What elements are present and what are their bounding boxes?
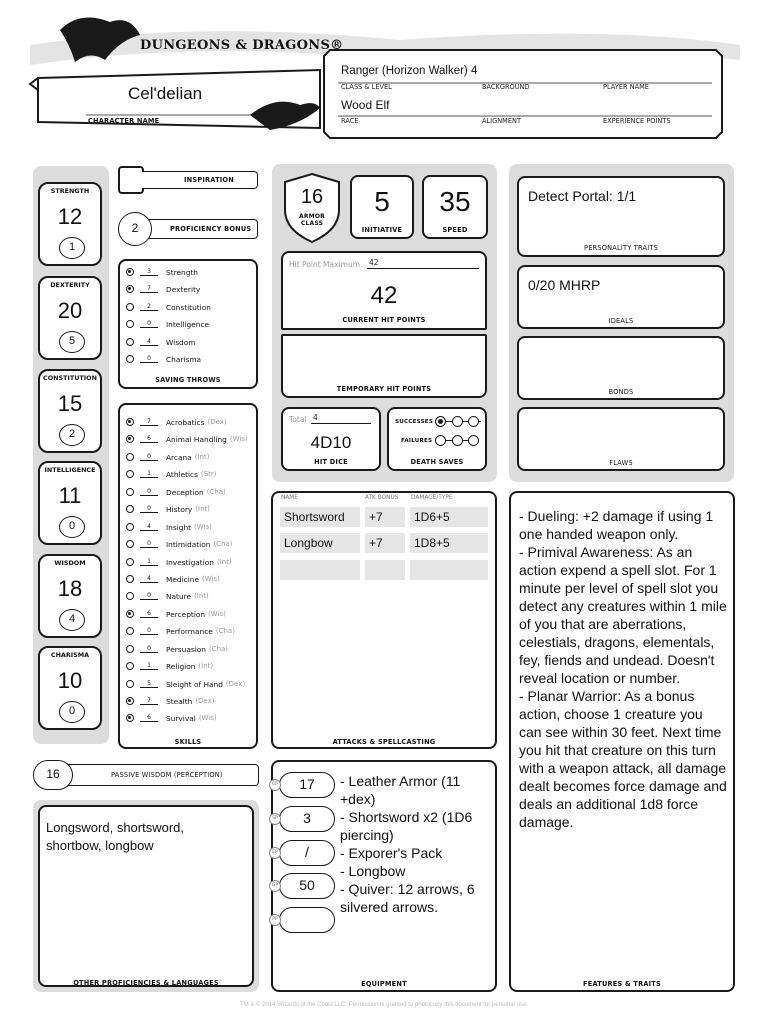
speed-value[interactable]: 35 bbox=[439, 186, 471, 217]
skill-row[interactable] bbox=[126, 710, 217, 726]
coin-sp-value[interactable]: 3 bbox=[279, 806, 335, 832]
skill-name: Performance bbox=[166, 626, 213, 636]
skill-ability: (Dex) bbox=[207, 418, 227, 426]
header-banner bbox=[0, 0, 768, 150]
hp-max-value[interactable]: 42 bbox=[369, 258, 379, 267]
attack-name[interactable]: Shortsword bbox=[280, 507, 360, 527]
skill-bonus[interactable]: 7 bbox=[140, 418, 158, 426]
coin-gp-label: GP bbox=[269, 880, 281, 892]
feature-item: - Planar Warrior: As a bonus action, choose 1 creature you can see within 30 feet. Next time you hit that creature on this turn with a weapon attack, all damage dealt becomes force damage and deals an additional 1d8 force damage. bbox=[519, 688, 727, 830]
saving-throw-name: Wisdom bbox=[166, 337, 196, 347]
failures-label: FAILURES bbox=[401, 438, 433, 444]
saving-throw-bonus[interactable]: 2 bbox=[140, 303, 158, 311]
death-saves-label: DEATH SAVES bbox=[410, 458, 464, 466]
skill-name: Medicine bbox=[166, 574, 200, 584]
skill-bonus[interactable]: 1 bbox=[140, 662, 158, 670]
ability-dexterity bbox=[38, 276, 102, 360]
hit-dice-box bbox=[281, 407, 381, 471]
skill-name: Perception bbox=[166, 609, 206, 619]
hit-dice-value[interactable]: 4D10 bbox=[310, 433, 352, 452]
features-list[interactable] bbox=[519, 507, 729, 831]
skill-bonus[interactable]: 1 bbox=[140, 558, 158, 566]
ability-modifier[interactable]: 5 bbox=[59, 331, 85, 353]
ability-score[interactable]: 20 bbox=[57, 298, 83, 323]
attack-bonus[interactable]: +7 bbox=[365, 533, 405, 553]
skill-name: Sleight of Hand bbox=[166, 679, 223, 689]
death-saves-box bbox=[387, 407, 487, 471]
attack-name[interactable]: Longbow bbox=[280, 533, 360, 553]
ideals-box bbox=[517, 265, 725, 329]
skill-ability: (Wis) bbox=[194, 523, 212, 531]
saving-throw-row[interactable] bbox=[126, 334, 195, 350]
skill-bonus[interactable]: 0 bbox=[140, 645, 158, 653]
saving-throw-row[interactable] bbox=[126, 351, 201, 367]
skill-bonus[interactable]: 0 bbox=[140, 627, 158, 635]
proficiency-dot[interactable] bbox=[126, 435, 134, 443]
skill-ability: (Dex) bbox=[225, 680, 246, 688]
ability-name: CHARISMA bbox=[50, 651, 90, 659]
skill-bonus[interactable]: 0 bbox=[140, 488, 158, 496]
skill-name: Investigation bbox=[166, 557, 214, 567]
character-name[interactable]: Cel'delian bbox=[128, 84, 203, 103]
proficiency-dot[interactable] bbox=[126, 338, 134, 346]
attack-bonus[interactable]: +7 bbox=[365, 507, 405, 527]
ability-name: DEXTERITY bbox=[50, 281, 90, 289]
bonds-label: BONDS bbox=[608, 388, 634, 396]
player-name-label: PLAYER NAME bbox=[603, 83, 649, 91]
saving-throw-name: Strength bbox=[166, 267, 198, 277]
equipment-item: - Longbow bbox=[340, 863, 406, 879]
attack-damage[interactable]: 1D8+5 bbox=[410, 533, 488, 553]
hit-dice-total-value[interactable]: 4 bbox=[313, 413, 318, 422]
proficiency-dot[interactable] bbox=[126, 320, 134, 328]
skill-bonus[interactable]: 6 bbox=[140, 435, 158, 443]
saving-throw-name: Charisma bbox=[166, 354, 202, 364]
ability-modifier[interactable]: 4 bbox=[59, 609, 85, 631]
saving-throw-name: Constitution bbox=[166, 302, 211, 312]
ability-score[interactable]: 12 bbox=[57, 204, 83, 229]
current-hp-label: CURRENT HIT POINTS bbox=[342, 316, 426, 324]
saving-throw-name: Dexterity bbox=[166, 284, 201, 294]
skill-ability: (Cha) bbox=[206, 488, 226, 496]
attacks-header-name: NAME bbox=[281, 495, 298, 501]
ability-score[interactable]: 18 bbox=[57, 576, 83, 601]
equipment-item: - Shortsword x2 (1D6 piercing) bbox=[340, 809, 473, 843]
success-checkbox[interactable] bbox=[452, 416, 463, 427]
personality-label: PERSONALITY TRAITS bbox=[584, 244, 658, 252]
class-level-value[interactable]: Ranger (Horizon Walker) 4 bbox=[341, 65, 478, 77]
proficiency-dot[interactable] bbox=[126, 610, 134, 618]
flaws-label: FLAWS bbox=[609, 459, 633, 467]
skill-name: Intimidation bbox=[166, 539, 211, 549]
inspiration-field bbox=[118, 166, 258, 194]
skill-name: Insight bbox=[166, 522, 192, 532]
attack-damage[interactable]: 1D6+5 bbox=[410, 507, 488, 527]
inspiration-checkbox[interactable] bbox=[118, 166, 144, 194]
skill-row[interactable] bbox=[126, 501, 210, 517]
hit-dice-label: HIT DICE bbox=[314, 458, 348, 466]
skill-name: Survival bbox=[166, 713, 196, 723]
ability-score[interactable]: 15 bbox=[57, 391, 83, 416]
proficiencies-text[interactable]: Longsword, shortsword, shortbow, longbow bbox=[46, 820, 185, 853]
bonds-box bbox=[517, 336, 725, 400]
feature-item: - Primival Awareness: As an action expend a spell slot. For 1 minute per level of spell slot you detect any creatures within 1 mile of you that are aberrations, celestials, dragons, elementals, fey, fiends and undead. Doesn't reveal location or number. bbox=[519, 544, 727, 686]
proficiencies-label: OTHER PROFICIENCIES & LANGUAGES bbox=[73, 979, 219, 987]
proficiency-dot[interactable] bbox=[126, 285, 134, 293]
failure-checkbox[interactable] bbox=[435, 435, 446, 446]
attacks-header-damage: DAMAGE/TYPE bbox=[411, 495, 453, 501]
race-value[interactable]: Wood Elf bbox=[341, 98, 390, 112]
speed-box bbox=[422, 175, 488, 239]
ideals-text[interactable]: 0/20 MHRP bbox=[528, 277, 601, 293]
current-hp-box bbox=[281, 251, 487, 330]
skill-ability: (Int) bbox=[216, 558, 232, 566]
temp-hp-label: TEMPORARY HIT POINTS bbox=[336, 385, 432, 393]
skill-row[interactable] bbox=[126, 484, 226, 500]
proficiency-field bbox=[118, 212, 258, 246]
skill-name: Stealth bbox=[166, 696, 193, 706]
skill-ability: (Wis) bbox=[229, 435, 248, 443]
proficiency-dot[interactable] bbox=[126, 303, 134, 311]
coin-cp-value[interactable]: 17 bbox=[279, 772, 335, 798]
hit-dice-total-line bbox=[311, 423, 371, 424]
armor-class-label: ARMOR CLASS bbox=[299, 213, 325, 227]
saving-throws-title: SAVING THROWS bbox=[155, 376, 221, 384]
proficiency-dot[interactable] bbox=[126, 558, 134, 566]
skill-row[interactable] bbox=[126, 658, 213, 674]
feature-item: - Dueling: +2 damage if using 1 one handed weapon only. bbox=[519, 508, 714, 542]
failure-checkboxes bbox=[435, 435, 481, 447]
attacks-header bbox=[281, 495, 491, 505]
skill-ability: (Wis) bbox=[202, 575, 220, 583]
failure-checkbox[interactable] bbox=[468, 435, 479, 446]
skill-name: Acrobatics bbox=[166, 417, 205, 427]
skill-row[interactable] bbox=[126, 519, 212, 535]
coin-ep-value[interactable]: / bbox=[279, 840, 335, 866]
ability-name: CONSTITUTION bbox=[43, 374, 97, 382]
skill-bonus[interactable]: 0 bbox=[140, 505, 158, 513]
skill-ability: (Cha) bbox=[215, 627, 235, 635]
equipment-list[interactable] bbox=[340, 772, 492, 916]
initiative-value[interactable]: 5 bbox=[374, 186, 390, 217]
character-name-label: CHARACTER NAME bbox=[88, 117, 160, 125]
ability-strength bbox=[38, 182, 102, 266]
coin-gp-value[interactable]: 50 bbox=[279, 873, 335, 899]
coin-pp-value[interactable] bbox=[279, 907, 335, 933]
attacks-title: ATTACKS & SPELLCASTING bbox=[332, 738, 436, 746]
skill-bonus[interactable]: 0 bbox=[140, 540, 158, 548]
equipment-item: - Quiver: 12 arrows, 6 silvered arrows. bbox=[340, 881, 475, 915]
skill-row[interactable] bbox=[126, 536, 233, 552]
race-label: RACE bbox=[341, 117, 359, 125]
saving-throw-row[interactable] bbox=[126, 264, 198, 280]
hp-max-line bbox=[367, 268, 479, 269]
ideals-label: IDEALS bbox=[608, 317, 634, 325]
proficiency-dot[interactable] bbox=[126, 268, 134, 276]
skill-bonus[interactable]: 0 bbox=[140, 453, 158, 461]
attacks-panel bbox=[271, 491, 497, 749]
ability-wisdom bbox=[38, 554, 102, 638]
proficiency-dot[interactable] bbox=[126, 470, 134, 478]
skill-name: Persuasion bbox=[166, 644, 206, 654]
proficiency-dot[interactable] bbox=[126, 418, 134, 426]
proficiency-dot[interactable] bbox=[126, 680, 134, 688]
skill-name: History bbox=[166, 504, 193, 514]
skill-row[interactable] bbox=[126, 641, 228, 657]
ability-intelligence bbox=[38, 461, 102, 545]
skill-bonus[interactable]: 6 bbox=[140, 610, 158, 618]
coin-ep-label: EP bbox=[269, 847, 281, 859]
ability-constitution bbox=[38, 369, 102, 453]
current-hp-value[interactable]: 42 bbox=[370, 282, 398, 309]
logo: DUNGEONS & DRAGONS® bbox=[140, 38, 344, 53]
proficiency-dot[interactable] bbox=[126, 575, 134, 583]
skill-ability: (Wis) bbox=[198, 714, 217, 722]
attack-damage[interactable] bbox=[410, 560, 488, 580]
saving-throw-bonus[interactable]: 3 bbox=[140, 268, 158, 276]
equipment-item: - Exporer's Pack bbox=[340, 845, 443, 861]
skill-ability: (Int) bbox=[194, 592, 209, 600]
proficiency-dot[interactable] bbox=[126, 488, 134, 496]
ability-score[interactable]: 11 bbox=[58, 483, 82, 508]
skill-bonus[interactable]: 4 bbox=[140, 575, 158, 583]
success-checkbox[interactable] bbox=[468, 416, 479, 427]
attack-name[interactable] bbox=[280, 560, 360, 580]
ability-score[interactable]: 10 bbox=[57, 668, 83, 693]
skill-name: Arcana bbox=[166, 452, 192, 462]
skill-ability: (Cha) bbox=[208, 645, 229, 653]
initiative-label: INITIATIVE bbox=[361, 226, 403, 234]
proficiency-dot[interactable] bbox=[126, 505, 134, 513]
initiative-box bbox=[350, 175, 414, 239]
temp-hp-box bbox=[281, 334, 487, 398]
saving-throw-bonus[interactable]: 0 bbox=[140, 320, 158, 328]
skill-row[interactable] bbox=[126, 466, 217, 482]
skill-row[interactable] bbox=[126, 554, 232, 570]
saving-throw-bonus[interactable]: 4 bbox=[140, 338, 158, 346]
passive-wisdom-label: PASSIVE WISDOM (PERCEPTION) bbox=[111, 771, 223, 779]
armor-class-value[interactable]: 16 bbox=[300, 186, 324, 208]
skill-bonus[interactable]: 1 bbox=[140, 470, 158, 478]
coin-cp-label: CP bbox=[269, 779, 281, 791]
skill-ability: (Int) bbox=[194, 453, 210, 461]
personality-text[interactable]: Detect Portal: 1/1 bbox=[528, 188, 637, 204]
ability-name: WISDOM bbox=[54, 559, 86, 567]
skill-row[interactable] bbox=[126, 449, 209, 465]
proficiency-dot[interactable] bbox=[126, 453, 134, 461]
skill-row[interactable] bbox=[126, 676, 245, 692]
proficiency-label: PROFICIENCY BONUS bbox=[170, 225, 252, 233]
footer-copyright: TM & © 2014 Wizards of the Coast LLC. Permission is granted to photocopy this document for personal use. bbox=[240, 1002, 528, 1008]
skill-row[interactable] bbox=[126, 606, 226, 622]
skill-name: Athletics bbox=[166, 469, 198, 479]
class-level-label: CLASS & LEVEL bbox=[341, 83, 392, 91]
hp-max-label: Hit Point Maximum bbox=[289, 260, 361, 269]
proficiency-dot[interactable] bbox=[126, 540, 134, 548]
background-label: BACKGROUND bbox=[482, 83, 530, 91]
saving-throw-bonus[interactable]: 0 bbox=[140, 355, 158, 363]
passive-wisdom-field bbox=[33, 760, 259, 790]
skill-bonus[interactable]: 0 bbox=[140, 592, 158, 600]
proficiency-dot[interactable] bbox=[126, 645, 134, 653]
ability-modifier[interactable]: 0 bbox=[59, 516, 85, 538]
skill-ability: (Str) bbox=[200, 470, 217, 478]
proficiency-dot[interactable] bbox=[126, 355, 134, 363]
skill-ability: (Int) bbox=[198, 662, 214, 670]
features-title: FEATURES & TRAITS bbox=[583, 980, 661, 988]
skill-ability: (Int) bbox=[195, 505, 211, 513]
passive-wisdom-value[interactable]: 16 bbox=[33, 760, 73, 790]
equipment-item: - Leather Armor (11 +dex) bbox=[340, 773, 461, 807]
proficiency-dot[interactable] bbox=[126, 662, 134, 670]
flaws-box bbox=[517, 407, 725, 471]
hit-dice-total-label: Total bbox=[289, 415, 307, 424]
ability-modifier[interactable]: 1 bbox=[59, 237, 85, 259]
skill-row[interactable] bbox=[126, 623, 235, 639]
failure-checkbox[interactable] bbox=[452, 435, 463, 446]
inspiration-label: INSPIRATION bbox=[184, 176, 234, 184]
proficiency-dot[interactable] bbox=[126, 697, 134, 705]
speed-label: SPEED bbox=[442, 226, 468, 234]
skill-bonus[interactable]: 5 bbox=[140, 680, 158, 688]
proficiency-dot[interactable] bbox=[126, 627, 134, 635]
equipment-title: EQUIPMENT bbox=[361, 980, 407, 988]
skill-ability: (Wis) bbox=[208, 610, 226, 618]
skill-name: Nature bbox=[166, 591, 192, 601]
skills-title: SKILLS bbox=[174, 738, 202, 746]
success-checkboxes bbox=[435, 416, 481, 428]
ability-modifier[interactable]: 0 bbox=[59, 701, 85, 723]
alignment-label: ALIGNMENT bbox=[482, 117, 521, 125]
skill-row[interactable] bbox=[126, 414, 227, 430]
xp-label: EXPERIENCE POINTS bbox=[603, 117, 671, 125]
saving-throw-row[interactable] bbox=[126, 316, 209, 332]
ability-name: INTELLIGENCE bbox=[44, 466, 96, 474]
skill-row[interactable] bbox=[126, 693, 215, 709]
attacks-header-bonus: ATK BONUS bbox=[365, 495, 399, 501]
skill-row[interactable] bbox=[126, 571, 220, 587]
coin-sp-label: SP bbox=[269, 813, 281, 825]
successes-label: SUCCESSES bbox=[395, 419, 434, 425]
ability-name: STRENGTH bbox=[50, 187, 90, 195]
skill-bonus[interactable]: 6 bbox=[140, 714, 158, 722]
proficiencies-panel bbox=[38, 805, 254, 987]
proficiency-dot[interactable] bbox=[126, 714, 134, 722]
skill-name: Animal Handling bbox=[166, 434, 227, 444]
personality-box bbox=[517, 176, 725, 257]
skill-name: Religion bbox=[166, 661, 196, 671]
coin-pp-label: PP bbox=[269, 914, 281, 926]
ability-modifier[interactable]: 2 bbox=[59, 424, 85, 446]
saving-throw-bonus[interactable]: 7 bbox=[140, 285, 158, 293]
proficiency-dot[interactable] bbox=[126, 523, 134, 531]
skill-row[interactable] bbox=[126, 431, 248, 447]
saving-throw-name: Intelligence bbox=[166, 319, 210, 329]
saving-throw-row[interactable] bbox=[126, 299, 211, 315]
skill-ability: (Dex) bbox=[195, 697, 215, 705]
attack-bonus[interactable] bbox=[365, 560, 405, 580]
skill-row[interactable] bbox=[126, 588, 209, 604]
proficiency-bonus-value[interactable]: 2 bbox=[118, 212, 152, 246]
ability-charisma bbox=[38, 646, 102, 730]
saving-throw-row[interactable] bbox=[126, 281, 200, 297]
skill-bonus[interactable]: 7 bbox=[140, 697, 158, 705]
skill-bonus[interactable]: 4 bbox=[140, 523, 158, 531]
skill-name: Deception bbox=[166, 487, 204, 497]
skill-ability: (Cha) bbox=[213, 540, 233, 548]
proficiency-dot[interactable] bbox=[126, 592, 134, 600]
